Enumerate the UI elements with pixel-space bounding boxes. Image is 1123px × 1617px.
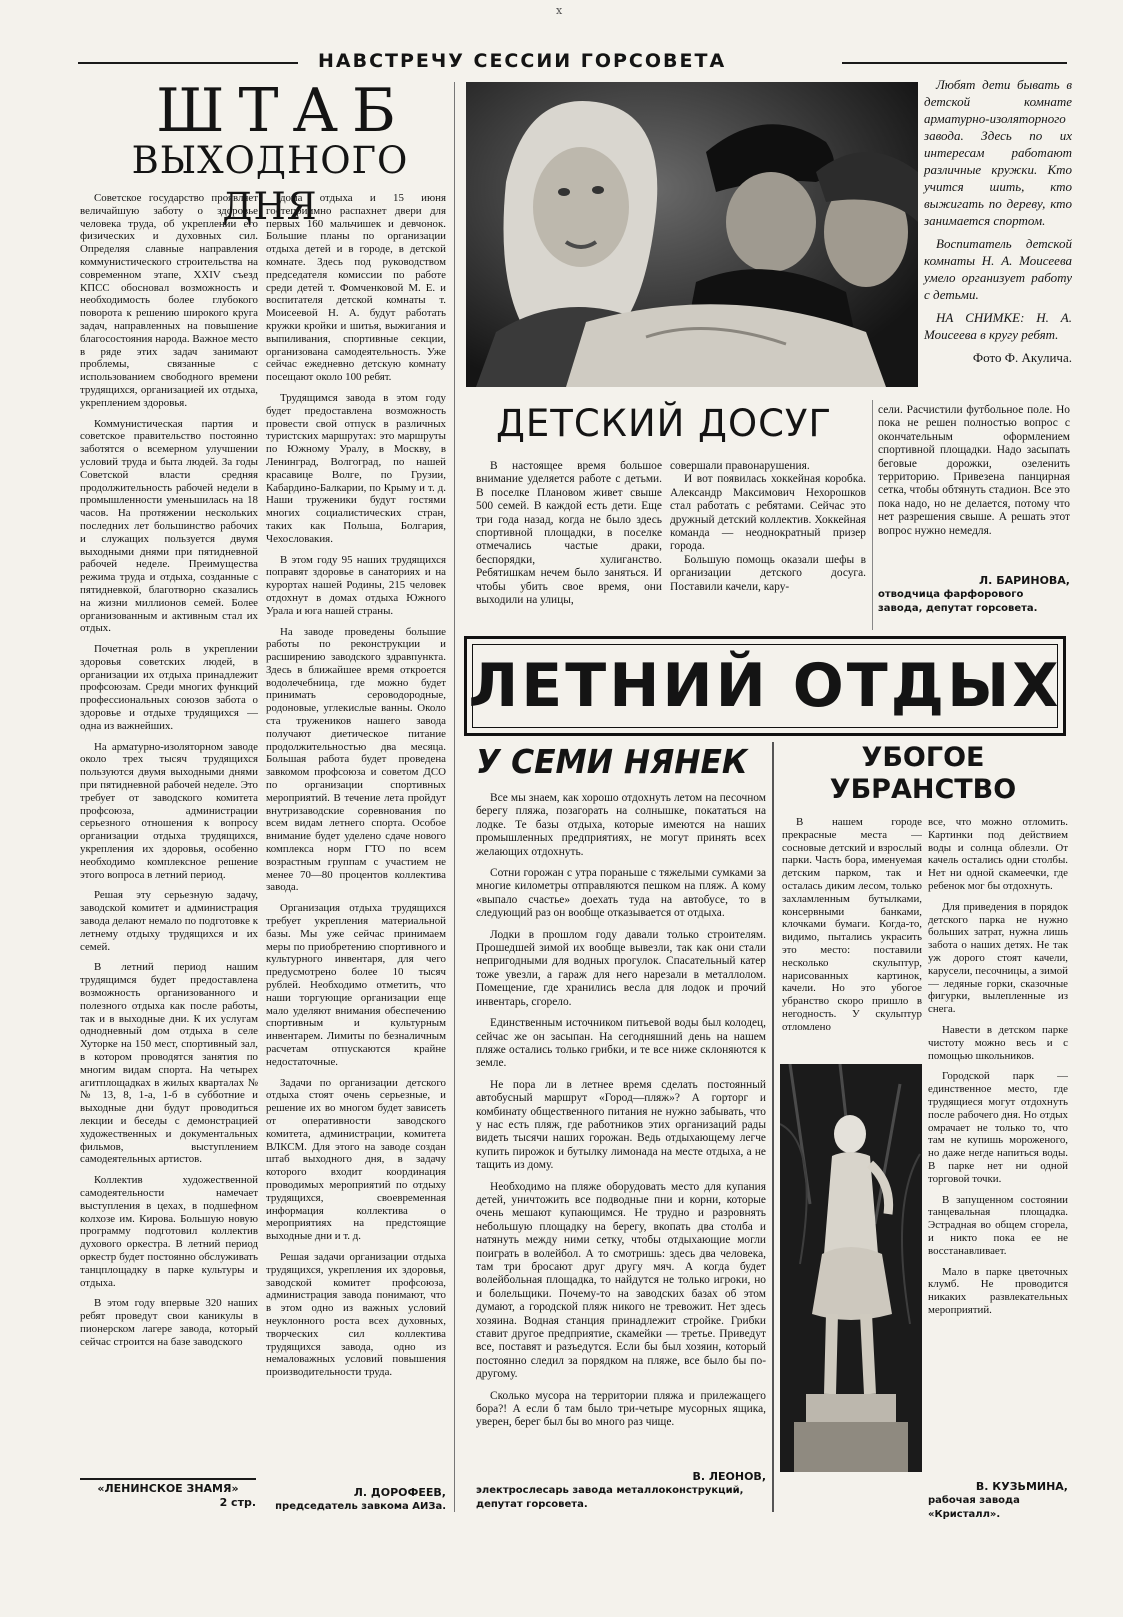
paragraph: Городской парк — единственное место, где трудящиеся могут отдохнуть после рабочего дня. Но отдых омрачает не только то, что там не купишь мороженого, но даже негде напиться воды. В парке нет ни одной торговой точки. xyxy=(928,1070,1068,1185)
paragraph: дома отдыха и 15 июня гостеприимно распахнет двери для первых 160 мальчишек и девчонок. Большие планы по организации отдыха детей и в городе, в детской комнате. Здесь под руководством председателя комиссии по работе среди детей т. Фомченковой М. Е. и воспитателя детской комнаты т. Моисеевой Н. А. будут работать кружки кройки и шитья, выжигания и выпиливания, спортивные секции, организована самодеятельность. Уже сейчас ежедневно детскую комнату посещают около 100 ребят. xyxy=(266,192,446,384)
paragraph: В нашем городе прекрасные места — сосновые детский и взрослый парки. Часть бора, именуемая детским парком, так и осталась диким лесом, только захламленным бутылками, консервными банками, клочками бумаги. Когда-то, видимо, пытались украсить это место: поставили несколько скульптур, нарисованных картинок, качели. Но это убогое убранство скоро пришло в негодность. У скульптур отломлено xyxy=(782,816,922,1033)
article2-signature xyxy=(878,574,1070,616)
column-divider xyxy=(454,82,455,1512)
article4-signature xyxy=(928,1480,1068,1522)
paragraph: Решая эту серьезную задачу, заводской комитет и администрация завода делают немало по подготовке к летнему отдыху трудящихся и их семей. xyxy=(80,889,258,953)
article1-signature xyxy=(266,1486,446,1514)
header-rule-left xyxy=(78,62,298,64)
section-title: НАВСТРЕЧУ СЕССИИ ГОРСОВЕТА xyxy=(318,50,727,72)
paragraph: Решая задачи организации отдыха трудящихся, укрепления их здоровья, заводской комитет профсоюза, администрация завода понимают, что в этом одно из важных условий неуклонного роста всех духовных, творческих сил коллектива трудящихся завода, одно из немаловажных условий повышения производительности труда. xyxy=(266,1250,446,1379)
paragraph: совершали правонарушения. xyxy=(670,460,810,472)
paragraph: Трудящимся завода в этом году будет предоставлена возможность провести свой отпуск в различных туристских маршрутах: это маршруты по Южному Уралу, в Москву, в Ленинград, Волгоград, по нашей красавице Волге, по Грузии, Кабардино-Балкарии, по Крыму и т. д. Наши труженики будут гостями многих социалистических стран, таких как Польша, Болгария, Чехословакия. xyxy=(266,391,446,545)
top-mark: х xyxy=(556,4,563,17)
paragraph: Лодки в прошлом году давали только строителям. Прошедшей зимой их вообще вывезли, так как они стали непригодными для водных прогулок. Спасательный катер тоже увезли, а гараж для него нарезали в металлолом. Помещение, где хранились весла для лодок и прочий инвентарь, сгорело. xyxy=(476,928,766,1008)
paragraph: Все мы знаем, как хорошо отдохнуть летом на песочном берегу пляжа, позагорать на солнышке, покататься на лодке. Те базы отдыха, которые имеются на наших промышленных предприятиях, не могут принять всех желающих отдохнуть. xyxy=(476,792,766,858)
paragraph: Задачи по организации детского отдыха стоят очень серьезные, и решение их во многом будет зависеть от оперативности заводского комитета, администрации, комитета ВЛКСМ. Для этого на заводе создан штаб выходного дня, в задачу которого входит координация проводимых мероприятий по отдыху трудящихся, своевременная информация коллектива о мероприятиях на предстоящие выходные дни и т. д. xyxy=(266,1076,446,1243)
paragraph: Большую помощь оказали шефы в организации детского досуга. Поставили качели, кару- xyxy=(670,553,866,593)
article4-title-line1: УБОГОЕ xyxy=(861,742,985,773)
article3-title: У СЕМИ НЯНЕК xyxy=(476,742,748,781)
photo-children-room-image xyxy=(466,82,918,387)
paragraph: На заводе проведены большие работы по реконструкции и расширению заводского здравпункта. Здесь в ближайшее время откроется водолечебница, где можно будет принимать сероводородные, родоновые, углекислые ванны. Около ста тружеников нашего завода получают диетическое питание продолжительностью два месяца. Большая работа будет проведена завкомом профсоюза и советом ДСО по организации спортивных мероприятий. В течение лета пройдут внутризаводские соревнования по всем видам летнего спорта. Особое внимание будет уделено сдаче нового комплекса норм ГТО по всем возрастным группам с участием не менее 70—80 процентов коллектива завода. xyxy=(266,625,446,894)
header-rule-right xyxy=(842,62,1067,64)
photo-children-room xyxy=(466,82,918,387)
paragraph: Почетная роль в укреплении здоровья советских людей, в организации их отдыха принадлежит профсоюзам. Среди многих функций профессиональных союзов забота о здоровье и отдыхе трудящихся — одна из важнейших. xyxy=(80,643,258,732)
article4-column-2 xyxy=(928,816,1068,1456)
newspaper-title: «ЛЕНИНСКОЕ ЗНАМЯ» xyxy=(97,1482,239,1495)
paragraph: Мало в парке цветочных клумб. Не проводится никаких развлекательных мероприятий. xyxy=(928,1265,1068,1316)
signature-role: председатель завкома АИЗа. xyxy=(275,1501,446,1512)
signature-role: рабочая завода «Кристалл». xyxy=(928,1495,1020,1520)
paragraph: Коммунистическая партия и советское правительство постоянно заботятся о всемерном улучшении условий труда и быта людей. За годы Советской власти средняя продолжительность рабочей недели в промышленности уменьшилась на 18 часов. На протяжении нескольких последних лет большинство рабочих и служащих пользуется двумя выходными днями при пятидневной рабочей неделе. Преимущества режима труда и отдыха, созданные с пятидневкой, благотворно сказались на жизни миллионов семей. Более организованным и активным стал их отдых. xyxy=(80,417,258,635)
paragraph: Советское государство проявляет величайшую заботу о здоровье человека труда, об укреплении его физических и духовных сил. Определяя славные направления коммунистического строительства на современном этапе, XXIV съезд КПСС обосновал возможность и необходимость более глубокого поворота к решению широкого круга задач, направленных на повышение благосостояния народа. Важное место в ряде этих задач занимают проблемы, связанные с использованием свободного времени трудящихся, организацией их отдыха, укреплением здоровья. xyxy=(80,192,258,409)
photo-credit: Фото Ф. Акулича. xyxy=(972,350,1072,365)
article4-title-line2: УБРАНСТВО xyxy=(829,774,1017,805)
article2-column-1 xyxy=(476,460,662,628)
signature-name: В. КУЗЬМИНА, xyxy=(975,1480,1068,1493)
paragraph: Навести в детском парке чистоту можно весь и с помощью школьников. xyxy=(928,1023,1068,1062)
paragraph: В этом году впервые 320 наших ребят проведут свои каникулы в пионерском лагере завода, который сейчас строится на базе заводского xyxy=(80,1297,258,1348)
caption-text: Любят дети бывать в детской комнате арматурно-изоляторного завода. Здесь по их интересам работают различные кружки. Кто учится шить, кто выжигать по дереву, кто занимается спортом. xyxy=(924,77,1072,228)
paragraph: Для приведения в порядок детского парка не нужно больших затрат, нужна лишь забота о наших детях. Не так уж дорого стоят качели, карусели, песочницы, а зимой — ледяные горки, сказочные фигурки, вылепленные из снега. xyxy=(928,900,1068,1016)
article3-divider xyxy=(772,742,774,1512)
article1-title-line1: ШТАБ xyxy=(155,76,411,146)
article2-title: ДЕТСКИЙ ДОСУГ xyxy=(495,402,833,445)
page-number: 2 стр. xyxy=(219,1496,256,1509)
paragraph: В настоящее время большое внимание уделяется работе с детьми. В поселке Плановом живет свыше 500 семей. В каждой есть дети. Еще три года назад, когда не было здесь спортивной площадки, в поселке отмечались частые драки, беспорядки, хулиганство. Ребятишкам нечем было заняться. И чтобы убить свое время, они выходили на улицы, xyxy=(476,460,662,607)
signature-name: Л. БАРИНОВА, xyxy=(979,574,1070,587)
article3-column xyxy=(476,792,766,1454)
article2-column-3 xyxy=(878,404,1070,572)
article1-column-1 xyxy=(80,192,258,1470)
signature-role: электрослесарь завода металлоконструкций, депутат горсовета. xyxy=(476,1485,744,1510)
paragraph: Не пора ли в летнее время сделать постоянный автобусный маршрут «Город—пляж»? А горторг и комбинату общественного питания не нужно забывать, что у нас есть пляж, где работников этих организаций рады видеть тысячи наших горожан. Ведь отдыхающему легче купить пирожок и бутылку лимонада на месте отдыха, а не тащить из дому. xyxy=(476,1078,766,1172)
paragraph: В летний период нашим трудящимся будет предоставлена возможность организованного и полезного отдыха как после работы, так и в выходные дни. К их услугам однодневный дом отдыха в селе Хуторке на 150 мест, спортивный зал, в котором проводятся занятия по многим видам спорта. На четырех агитплощадках в жилых кварталах №№ 13, 8, 1-а, 1-б в субботние и выходные дни будут проводиться лекции и беседы с демонстрацией художественных и документальных фильмов, выступлением самодеятельных артистов. xyxy=(80,961,258,1166)
article1-column-2 xyxy=(266,192,446,1480)
paragraph: сели. Расчистили футбольное поле. Но пока не решен полностью вопрос с окончательным оформлением спортивной площадки. Надо засыпать беговые дорожки, озеленить территорию. Привезена панцирная сетка, чтобы обтянуть стадион. Все это пока надо, но не делается, потому что нет разрешения свыше. А решать этот вопрос нужно немедля. xyxy=(878,404,1070,537)
caption-text: НА СНИМКЕ: Н. А. Моисеева в кругу ребят. xyxy=(924,310,1072,342)
photo-caption xyxy=(924,76,1072,366)
signature-role: отводчица фарфорового завода, депутат горсовета. xyxy=(878,589,1038,614)
paragraph: В запущенном состоянии танцевальная площадка. Эстрадная во общем сгорела, и никто пока ее не восстанавливает. xyxy=(928,1193,1068,1257)
article1-footer-rule xyxy=(80,1478,256,1480)
signature-name: Л. ДОРОФЕЕВ, xyxy=(353,1486,446,1499)
photo-broken-statue-image xyxy=(780,1064,922,1472)
article4-column-1 xyxy=(782,816,922,1060)
paragraph: В этом году 95 наших трудящихся поправят здоровье в санаториях и на курортах нашей Родины, 215 человек отдохнут в домах отдыха Южного Урала и юга нашей страны. xyxy=(266,553,446,617)
paragraph: Необходимо на пляже оборудовать место для купания детей, уничтожить все подводные пни и корни, которые очень мешают купающимся. Не трудно и разровнять небольшую площадку на берегу, вкопать два столба и натянуть между ними сетку, чтобы отдыхающие могли поиграть в волейбол. А то смотришь: здесь два человека, там три бросают друг другу мяч. А когда будет волейбольная площадка, то найдутся не только игроки, но и болельщики. Почему-то на заводских базах об этом думают, а городской пляж никого не тревожит. Нет здесь хозяина. Водная станция принадлежит стройке. Грибки ставит другое предприятие, скамейки — третье. Приведут все, поставят и разъедутся. Если бы был хозяин, который постоянно следил за порядком на пляже, все было бы по-другому. xyxy=(476,1180,766,1381)
caption-text: Воспитатель детской комнаты Н. А. Моисеева умело организует работу с детьми. xyxy=(924,236,1072,302)
paragraph: И вот появилась хоккейная коробка. Александр Максимович Нехорошков стал работать с ребятами. Сейчас это дружный детский коллектив. Хоккейная команда — неоднократный призер города. xyxy=(670,473,866,553)
article2-column-2 xyxy=(670,460,866,628)
paragraph: Коллектив художественной самодеятельности намечает выступления в цехах, в подшефном колхозе им. Кирова. Большую новую программу подготовил коллектив духового оркестра. В летний период оркестр будет постоянно обслуживать танцплощадку в парке культуры и отдыха. xyxy=(80,1174,258,1289)
banner-frame xyxy=(464,636,1066,736)
paragraph: На арматурно-изоляторном заводе около трех тысяч трудящихся пользуются двумя выходными днями при пятидневной рабочей неделе. Это требует от заводского комитета профсоюза, администрации серьезного отношения к вопросу организации отдыха трудящихся, укрепления их здоровья, особенно необходимо комплексное решение этого вопроса в летний период. xyxy=(80,740,258,881)
photo-broken-statue xyxy=(780,1064,922,1472)
paragraph: Сотни горожан с утра пораньше с тяжелыми сумками за многие километры отправляются пешком на пляж. А кому «выпало счастье» доехать туда на автобусе, то в следующий раз он вообще отказывается от отдыха. xyxy=(476,867,766,920)
article1-title-line2: ВЫХОДНОГО ДНЯ xyxy=(131,139,409,228)
banner-title: ЛЕТНИЙ ОТДЫХ xyxy=(468,651,1062,721)
article3-signature xyxy=(476,1470,766,1512)
newspaper-name xyxy=(80,1482,256,1510)
paragraph: Сколько мусора на территории пляжа и прилежащего бора?! А если б там было три-четыре мусорных ящика, уверен, берег был бы во много раз чище. xyxy=(476,1389,766,1429)
article2-divider xyxy=(872,400,873,630)
paragraph: Организация отдыха трудящихся требует укрепления материальной базы. Мы уже сейчас принимаем меры по приобретению спортивного и культурного инвентаря, для чего предусмотрено более 10 тысяч рублей. Необходимо отметить, что наши торгующие организации еще мало уделяют внимания обеспечению спортивным и культурным инвентарем. Лимиты по безналичным расчетам отпускаются крайне недостаточные. xyxy=(266,902,446,1068)
signature-name: В. ЛЕОНОВ, xyxy=(692,1470,766,1483)
paragraph: все, что можно отломить. Картинки под действием воды и солнца облезли. От качель остались одни столбы. Нет ни одной скамеечки, где ребенок мог бы отдохнуть. xyxy=(928,816,1068,892)
paragraph: Единственным источником питьевой воды был колодец, сейчас же он засыпан. На сегодняшний день на нашем пляже остались только грибки, и те все ниже склоняются к земле. xyxy=(476,1017,766,1070)
